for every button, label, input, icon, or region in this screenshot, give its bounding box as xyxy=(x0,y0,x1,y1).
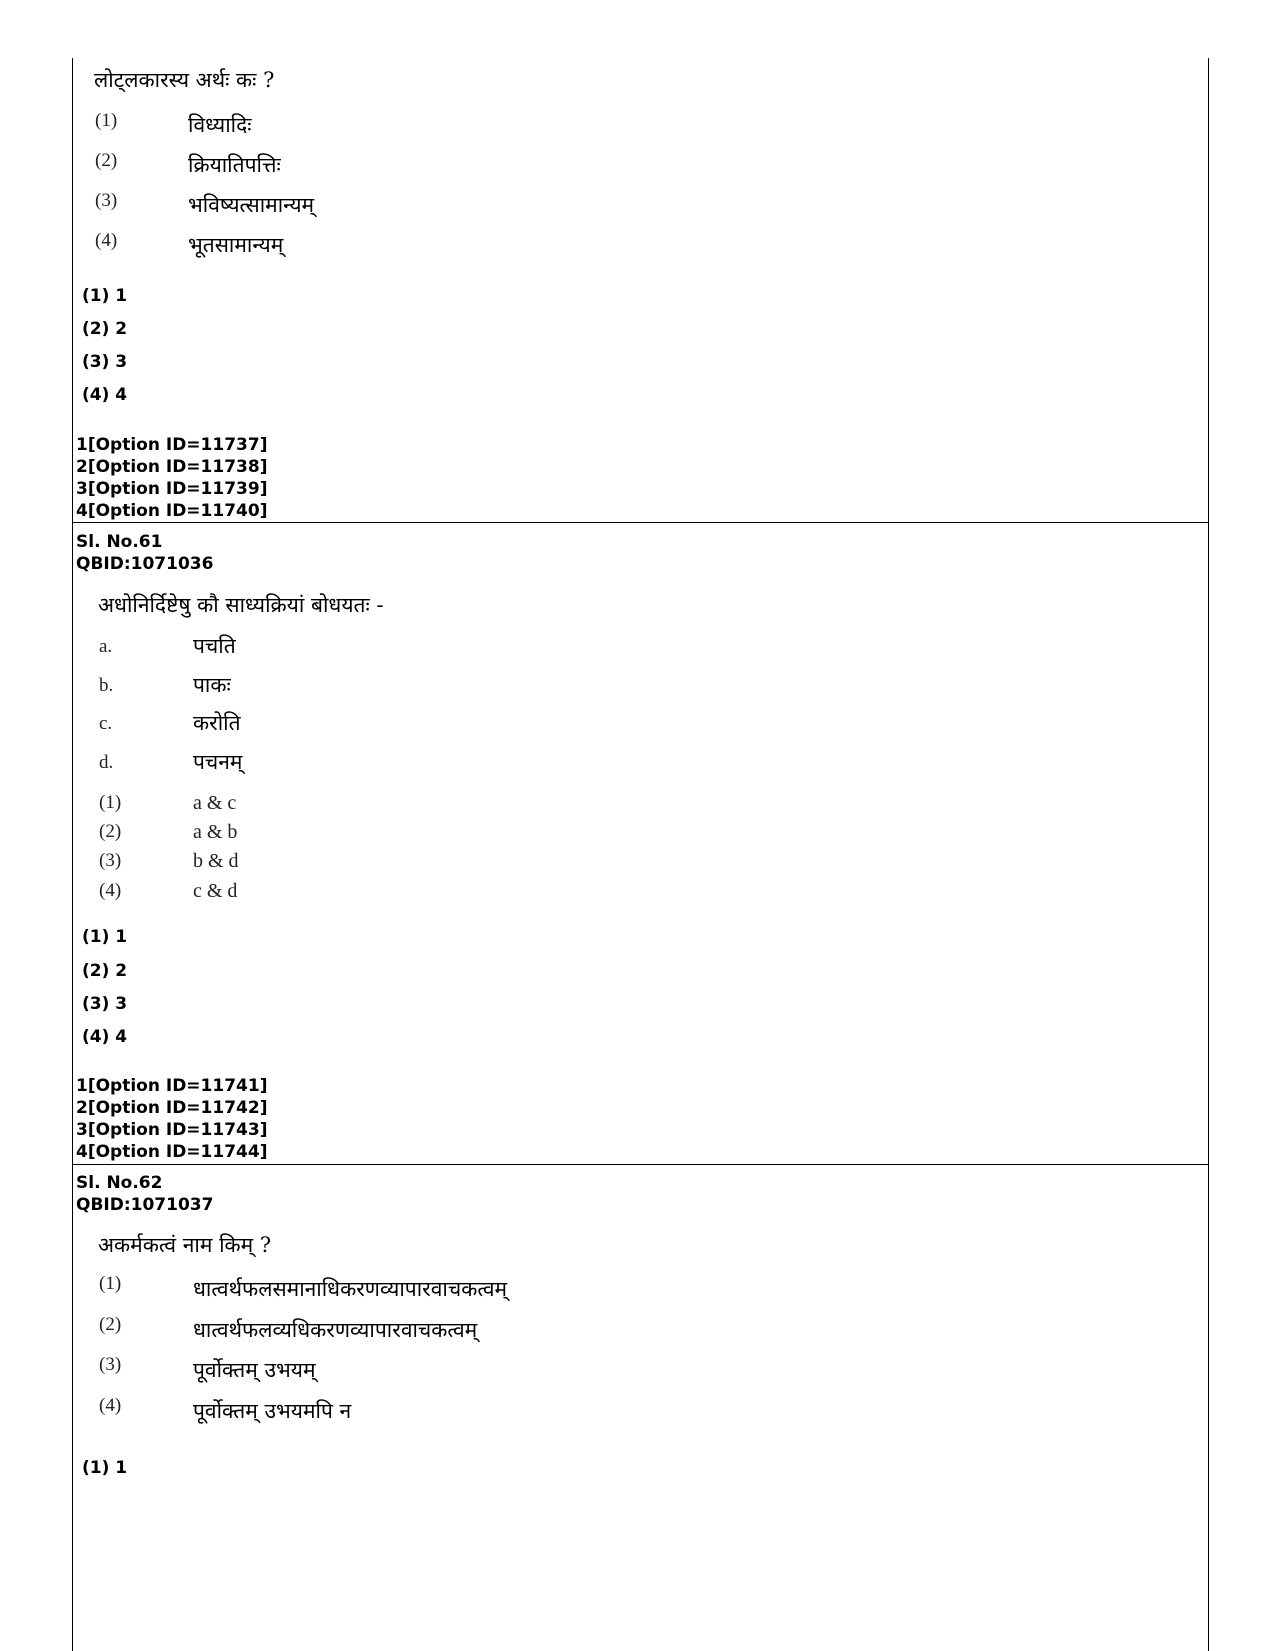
option-number: (3) xyxy=(99,850,122,871)
qbid: QBID:1071037 xyxy=(76,1195,214,1215)
option-id-list xyxy=(76,1075,267,1163)
option-text: विध्यादिः xyxy=(188,113,252,137)
option-number: (4) xyxy=(99,1395,122,1416)
answer-choice: (3) 3 xyxy=(82,352,128,372)
option-text: भविष्यत्सामान्यम् xyxy=(188,193,315,217)
item-label: d. xyxy=(99,752,114,773)
question-header xyxy=(76,531,213,575)
question-text: अधोनिर्दिष्टेषु कौ साध्यक्रियां बोधयतः - xyxy=(98,593,384,617)
option-number: (2) xyxy=(99,1314,122,1335)
item-text: पचनम् xyxy=(193,750,243,774)
option-text: a & b xyxy=(193,821,238,843)
item-label: c. xyxy=(99,713,113,734)
option-text: a & c xyxy=(193,792,237,814)
answer-choice: (4) 4 xyxy=(82,385,128,405)
option-number: (3) xyxy=(99,1354,122,1375)
option-id: 3[Option ID=11743] xyxy=(76,1120,268,1140)
serial-number: Sl. No.61 xyxy=(76,532,163,552)
option-id: 4[Option ID=11744] xyxy=(76,1142,268,1162)
serial-number: Sl. No.62 xyxy=(76,1173,163,1193)
section-divider xyxy=(72,522,1209,523)
option-number: (4) xyxy=(99,880,122,901)
qbid: QBID:1071036 xyxy=(76,554,214,574)
option-number: (3) xyxy=(95,190,118,211)
option-text: c & d xyxy=(193,880,238,902)
option-number: (2) xyxy=(99,821,122,842)
question-text: लोट्लकारस्य अर्थः कः ? xyxy=(94,68,275,92)
option-number: (1) xyxy=(95,110,118,131)
answer-choice: (2) 2 xyxy=(82,319,128,339)
answer-choice: (4) 4 xyxy=(82,1027,128,1047)
answer-choice: (1) 1 xyxy=(82,927,128,947)
option-number: (2) xyxy=(95,150,118,171)
item-label: b. xyxy=(99,675,114,696)
answer-choice: (2) 2 xyxy=(82,961,128,981)
section-divider xyxy=(72,1164,1209,1165)
question-header xyxy=(76,1172,213,1216)
option-text: पूर्वोक्तम् उभयम् xyxy=(193,1358,316,1382)
answer-choice: (1) 1 xyxy=(82,1458,128,1478)
item-text: पचति xyxy=(193,634,236,658)
option-number: (4) xyxy=(95,230,118,251)
answer-choice: (1) 1 xyxy=(82,286,128,306)
option-id: 3[Option ID=11739] xyxy=(76,479,268,499)
option-number: (1) xyxy=(99,792,122,813)
option-text: धात्वर्थफलव्यधिकरणव्यापारवाचकत्वम् xyxy=(193,1318,478,1342)
item-label: a. xyxy=(99,636,113,657)
option-text: पूर्वोक्तम् उभयमपि न xyxy=(193,1399,352,1423)
option-id: 2[Option ID=11742] xyxy=(76,1098,268,1118)
option-id: 1[Option ID=11741] xyxy=(76,1076,268,1096)
question-text: अकर्मकत्वं नाम किम् ? xyxy=(98,1233,272,1257)
option-id: 2[Option ID=11738] xyxy=(76,457,268,477)
option-number: (1) xyxy=(99,1273,122,1294)
answer-choice: (3) 3 xyxy=(82,994,128,1014)
option-text: भूतसामान्यम् xyxy=(188,233,284,257)
item-text: करोति xyxy=(193,711,241,735)
option-id: 4[Option ID=11740] xyxy=(76,501,268,521)
option-text: b & d xyxy=(193,850,239,872)
item-text: पाकः xyxy=(193,673,231,697)
option-id-list xyxy=(76,434,267,522)
option-text: क्रियातिपत्तिः xyxy=(188,153,281,177)
option-id: 1[Option ID=11737] xyxy=(76,435,268,455)
option-text: धात्वर्थफलसमानाधिकरणव्यापारवाचकत्वम् xyxy=(193,1277,508,1301)
